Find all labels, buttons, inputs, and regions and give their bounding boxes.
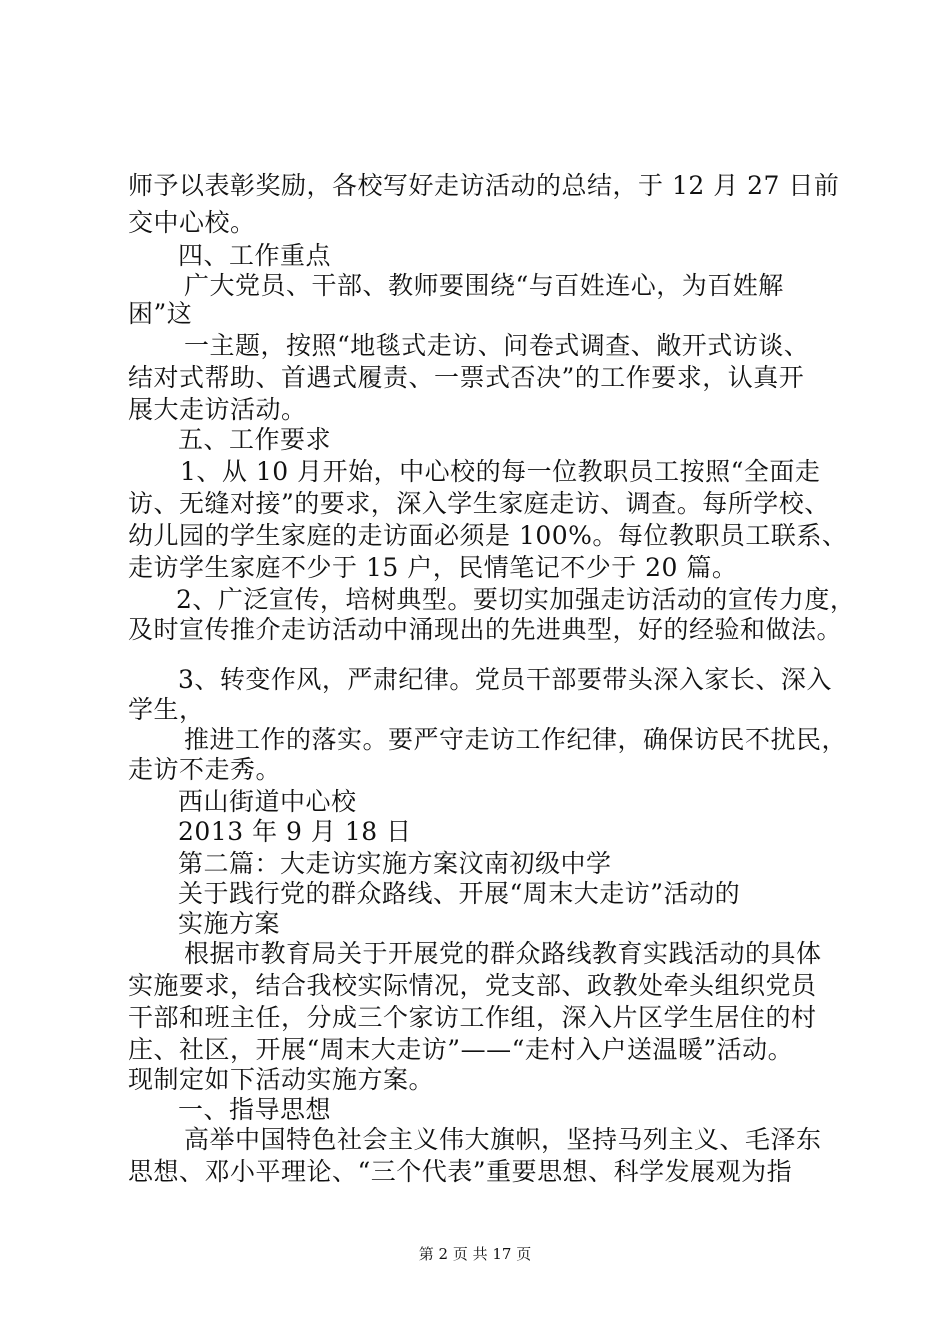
text-line: 走访不走秀。 <box>128 755 282 784</box>
signature-date: 2013 年 9 月 18 日 <box>178 817 412 846</box>
page-footer: 第 2 页 共 17 页 <box>418 1245 532 1263</box>
text-line: 实施要求，结合我校实际情况，党支部、政教处牵头组织党员 <box>128 971 817 1000</box>
text-line: 一主题，按照“地毯式走访、问卷式调查、敞开式访谈、 <box>184 331 810 360</box>
text-line: 庄、社区，开展“周末大走访”——“走村入户送温暖”活动。 <box>128 1035 794 1064</box>
text-line: 广大党员、干部、教师要围绕“与百姓连心，为百姓解 <box>184 271 784 300</box>
text-line: 及时宣传推介走访活动中涌现出的先进典型，好的经验和做法。 <box>128 615 843 644</box>
section-heading: 四、工作重点 <box>178 241 332 270</box>
text-line: 师予以表彰奖励，各校写好走访活动的总结，于 12 月 27 日前 <box>128 171 840 200</box>
text-line: 思想、邓小平理论、“三个代表”重要思想、科学发展观为指 <box>128 1157 793 1186</box>
text-line: 推进工作的落实。要严守走访工作纪律，确保访民不扰民， <box>184 725 848 754</box>
text-line: 1、从 10 月开始，中心校的每一位教职员工按照“全面走 <box>180 457 821 486</box>
part-title: 第二篇：大走访实施方案汶南初级中学 <box>178 849 612 878</box>
text-line: 交中心校。 <box>128 208 256 237</box>
signature-org: 西山街道中心校 <box>178 787 357 816</box>
text-line: 根据市教育局关于开展党的群众路线教育实践活动的具体 <box>184 939 822 968</box>
text-line: 幼儿园的学生家庭的走访面必须是 100%。每位教职员工联系、 <box>128 521 848 550</box>
text-line: 困”这 <box>128 299 193 328</box>
section-heading: 五、工作要求 <box>178 425 332 454</box>
text-line: 展大走访活动。 <box>128 395 307 424</box>
section-heading: 一、指导思想 <box>178 1095 332 1124</box>
text-line: 走访学生家庭不少于 15 户，民情笔记不少于 20 篇。 <box>128 553 738 582</box>
text-line: 2、广泛宣传，培树典型。要切实加强走访活动的宣传力度， <box>176 585 856 614</box>
doc-title: 实施方案 <box>178 909 281 938</box>
text-line: 高举中国特色社会主义伟大旗帜，坚持马列主义、毛泽东 <box>184 1125 822 1154</box>
text-line: 访、无缝对接”的要求，深入学生家庭走访、调查。每所学校、 <box>128 489 830 518</box>
text-line: 现制定如下活动实施方案。 <box>128 1065 435 1094</box>
text-line: 3、转变作风，严肃纪律。党员干部要带头深入家长、深入 <box>178 665 832 694</box>
text-line: 学生， <box>128 695 205 724</box>
doc-title: 关于践行党的群众路线、开展“周末大走访”活动的 <box>178 879 741 908</box>
text-line: 干部和班主任，分成三个家访工作组，深入片区学生居住的村 <box>128 1003 817 1032</box>
text-line: 结对式帮助、首遇式履责、一票式否决”的工作要求，认真开 <box>128 363 805 392</box>
